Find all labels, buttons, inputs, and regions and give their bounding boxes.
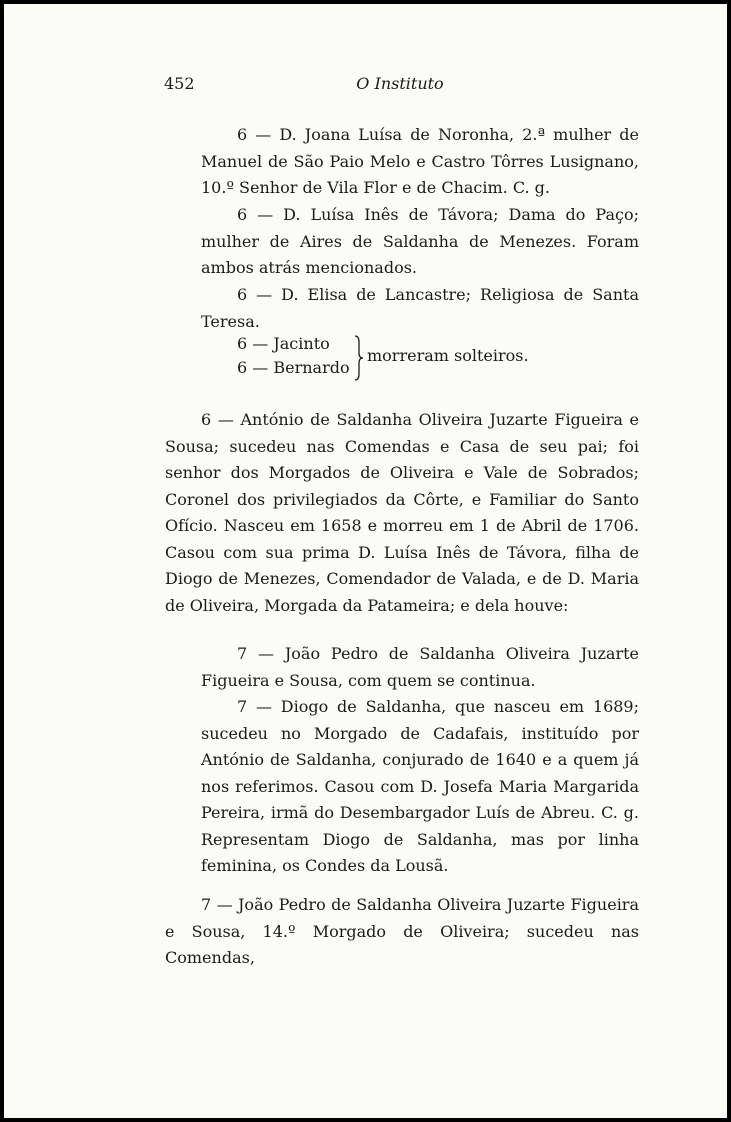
name-jacinto: 6 — Jacinto	[237, 334, 330, 353]
curly-brace-icon	[354, 334, 364, 382]
paragraph-luisa-ines: 6 — D. Luísa Inês de Távora; Dama do Paço; mulher de Aires de Saldanha de Menezes. Foram ambos atrás mencionados.	[201, 205, 639, 277]
page-number: 452	[164, 74, 195, 93]
brace-group-unmarried	[237, 334, 537, 384]
paragraph-elisa-lancastre: 6 — D. Elisa de Lancastre; Religiosa de Santa Teresa.	[201, 285, 639, 331]
book-page	[4, 4, 727, 1118]
paragraph-joao-pedro-long: 7 — João Pedro de Saldanha Oliveira Juzarte Figueira e Sousa, 14.º Morgado de Oliveira; sucedeu nas Comendas,	[165, 895, 639, 967]
running-head	[164, 74, 636, 98]
brace-note: morreram solteiros.	[367, 346, 529, 365]
paragraph-joana-luisa: 6 — D. Joana Luísa de Noronha, 2.ª mulher de Manuel de São Paio Melo e Castro Tôrres Lusignano, 10.º Senhor de Vila Flor e de Chacim. C. g.	[201, 125, 639, 197]
paragraph-diogo-saldanha: 7 — Diogo de Saldanha, que nasceu em 1689; sucedeu no Morgado de Cadafais, instituído por António de Saldanha, conjurado de 1640 e a quem já nos referimos. Casou com D. Josefa Maria Margarida Pereira, irmã do Desembargador Luís de Abreu. C. g. Representam Diogo de Saldanha, mas por linha feminina, os Condes da Lousã.	[201, 697, 639, 875]
name-bernardo: 6 — Bernardo	[237, 358, 350, 377]
paragraph-antonio-saldanha: 6 — António de Saldanha Oliveira Juzarte Figueira e Sousa; sucedeu nas Comendas e Casa de seu pai; foi senhor dos Morgados de Oliveira e Vale de Sobrados; Coronel dos privilegiados da Côrte, e Familiar do Santo Ofício. Nasceu em 1658 e morreu em 1 de Abril de 1706. Casou com sua prima D. Luísa Inês de Távora, filha de Diogo de Menezes, Comendador de Valada, e de D. Maria de Oliveira, Morgada da Patameira; e dela houve:	[165, 410, 639, 615]
running-title: O Instituto	[356, 74, 444, 93]
paragraph-joao-pedro-short: 7 — João Pedro de Saldanha Oliveira Juzarte Figueira e Sousa, com quem se continua.	[201, 644, 639, 690]
